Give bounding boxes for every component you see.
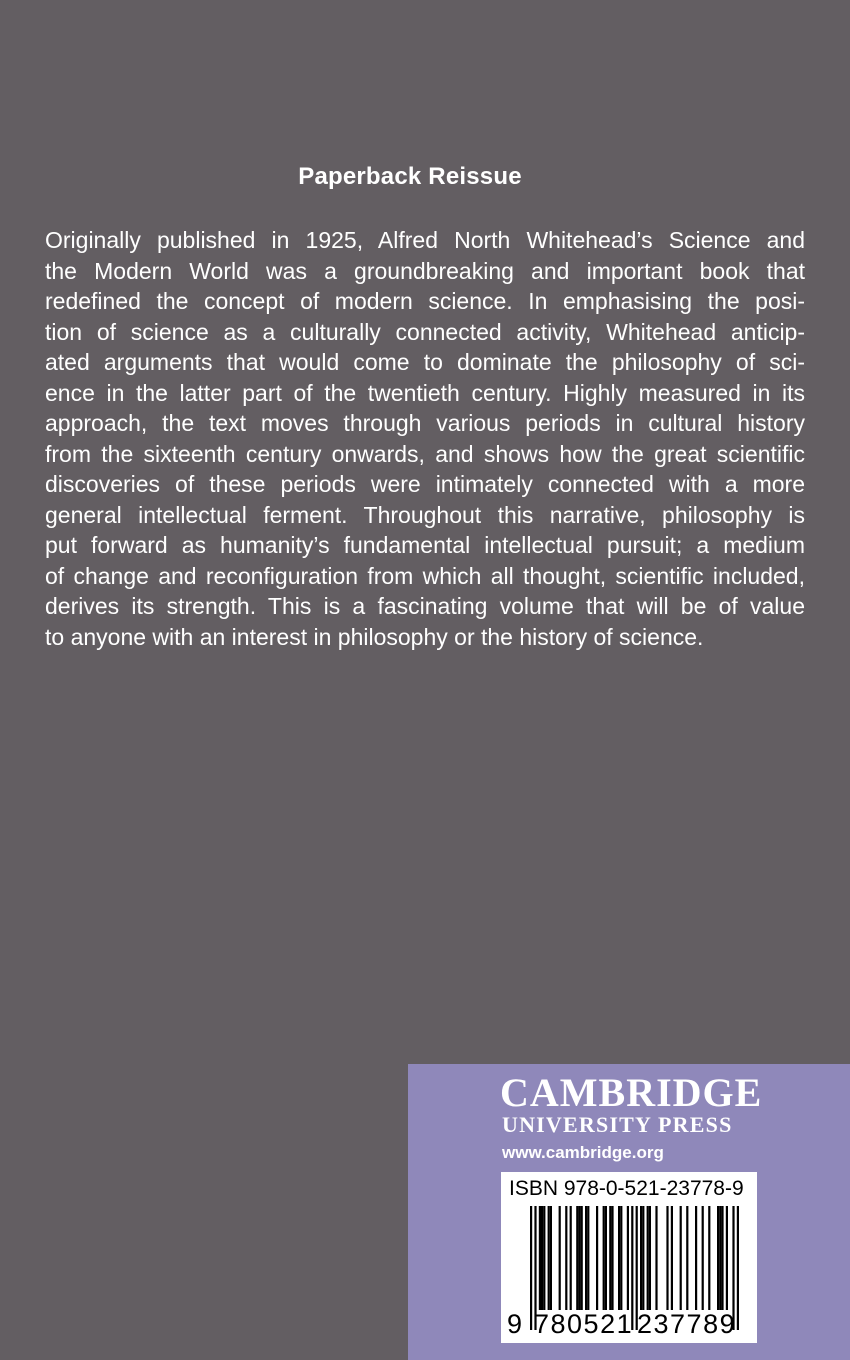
barcode-bar bbox=[570, 1206, 572, 1310]
isbn-label: ISBN 978-0-521-23778-9 bbox=[509, 1177, 744, 1200]
barcode-bar bbox=[686, 1206, 688, 1310]
barcode-bar bbox=[541, 1206, 543, 1310]
barcode-bar bbox=[578, 1206, 580, 1310]
cover-blurb bbox=[45, 225, 805, 652]
blurb-line: ence in the latter part of the twentieth century. Highly measured in its bbox=[45, 379, 805, 406]
barcode-bar bbox=[585, 1206, 587, 1310]
blurb-line: derives its strength. This is a fascinating volume that will be of value bbox=[45, 593, 805, 619]
barcode-bar bbox=[611, 1206, 613, 1310]
barcode-bar bbox=[726, 1206, 728, 1310]
barcode-bar bbox=[721, 1206, 723, 1310]
isbn-barcode-block bbox=[501, 1172, 757, 1343]
barcode-bar bbox=[647, 1206, 649, 1310]
publisher-url: www.cambridge.org bbox=[502, 1143, 664, 1162]
barcode-bar bbox=[548, 1206, 550, 1310]
barcode-bar bbox=[695, 1206, 697, 1310]
barcode-bar bbox=[576, 1206, 578, 1310]
barcode-bar bbox=[649, 1206, 651, 1310]
barcode-bar bbox=[603, 1206, 605, 1310]
blurb-line: of change and reconfiguration from which all thought, scientific included, bbox=[45, 562, 805, 589]
barcode-bar bbox=[596, 1206, 598, 1310]
barcode-bar bbox=[671, 1206, 673, 1310]
blurb-line: ated arguments that would come to dominate the philosophy of sci- bbox=[45, 349, 805, 375]
barcode-bar bbox=[565, 1206, 567, 1310]
barcode-bar bbox=[618, 1206, 620, 1310]
blurb-line: from the sixteenth century onwards, and shows how the great scientific bbox=[45, 440, 805, 467]
blurb-line: Originally published in 1925, Alfred North Whitehead’s Science and bbox=[45, 227, 805, 253]
blurb-line: discoveries of these periods were intimately connected with a more bbox=[45, 471, 805, 497]
barcode-bar bbox=[543, 1206, 545, 1310]
publisher-subname: UNIVERSITY PRESS bbox=[502, 1112, 733, 1137]
barcode-bar bbox=[702, 1206, 704, 1310]
publisher-panel bbox=[408, 1064, 850, 1360]
barcode-bar bbox=[609, 1206, 611, 1310]
barcode-bar bbox=[640, 1206, 642, 1310]
barcode-bar bbox=[655, 1206, 657, 1310]
barcode-bar bbox=[708, 1206, 710, 1310]
barcode-bar bbox=[627, 1206, 629, 1310]
barcode-bar bbox=[642, 1206, 644, 1310]
barcode-bar bbox=[680, 1206, 682, 1310]
barcode-bar bbox=[550, 1206, 552, 1310]
blurb-line: to anyone with an interest in philosophy or the history of science. bbox=[45, 623, 704, 650]
barcode-bar bbox=[581, 1206, 583, 1310]
barcode-bar bbox=[587, 1206, 589, 1310]
barcode-first-digit: 9 bbox=[507, 1309, 523, 1339]
blurb-line: approach, the text moves through various periods in cultural history bbox=[45, 410, 805, 436]
barcode-bar bbox=[719, 1206, 721, 1310]
blurb-line: tion of science as a culturally connected activity, Whitehead anticip- bbox=[45, 318, 805, 345]
blurb-line: the Modern World was a groundbreaking and important book that bbox=[45, 257, 805, 284]
barcode-bar bbox=[717, 1206, 719, 1310]
barcode-bar bbox=[559, 1206, 561, 1310]
blurb-line: put forward as humanity’s fundamental intellectual pursuit; a medium bbox=[45, 532, 805, 558]
barcode-bar bbox=[539, 1206, 541, 1310]
barcode-digits bbox=[501, 1309, 757, 1339]
barcode-bar bbox=[666, 1206, 668, 1310]
blurb-line: general intellectual ferment. Throughout this narrative, philosophy is bbox=[45, 501, 805, 528]
publisher-logo: CAMBRIDGE bbox=[500, 1070, 763, 1115]
barcode-bar bbox=[605, 1206, 607, 1310]
barcode-left-group: 780521 bbox=[534, 1309, 634, 1339]
barcode-right-group: 237789 bbox=[637, 1309, 737, 1339]
blurb-line: redefined the concept of modern science. In emphasising the posi- bbox=[45, 288, 805, 314]
barcode-bar bbox=[620, 1206, 622, 1310]
cover-heading: Paperback Reissue bbox=[298, 163, 522, 190]
